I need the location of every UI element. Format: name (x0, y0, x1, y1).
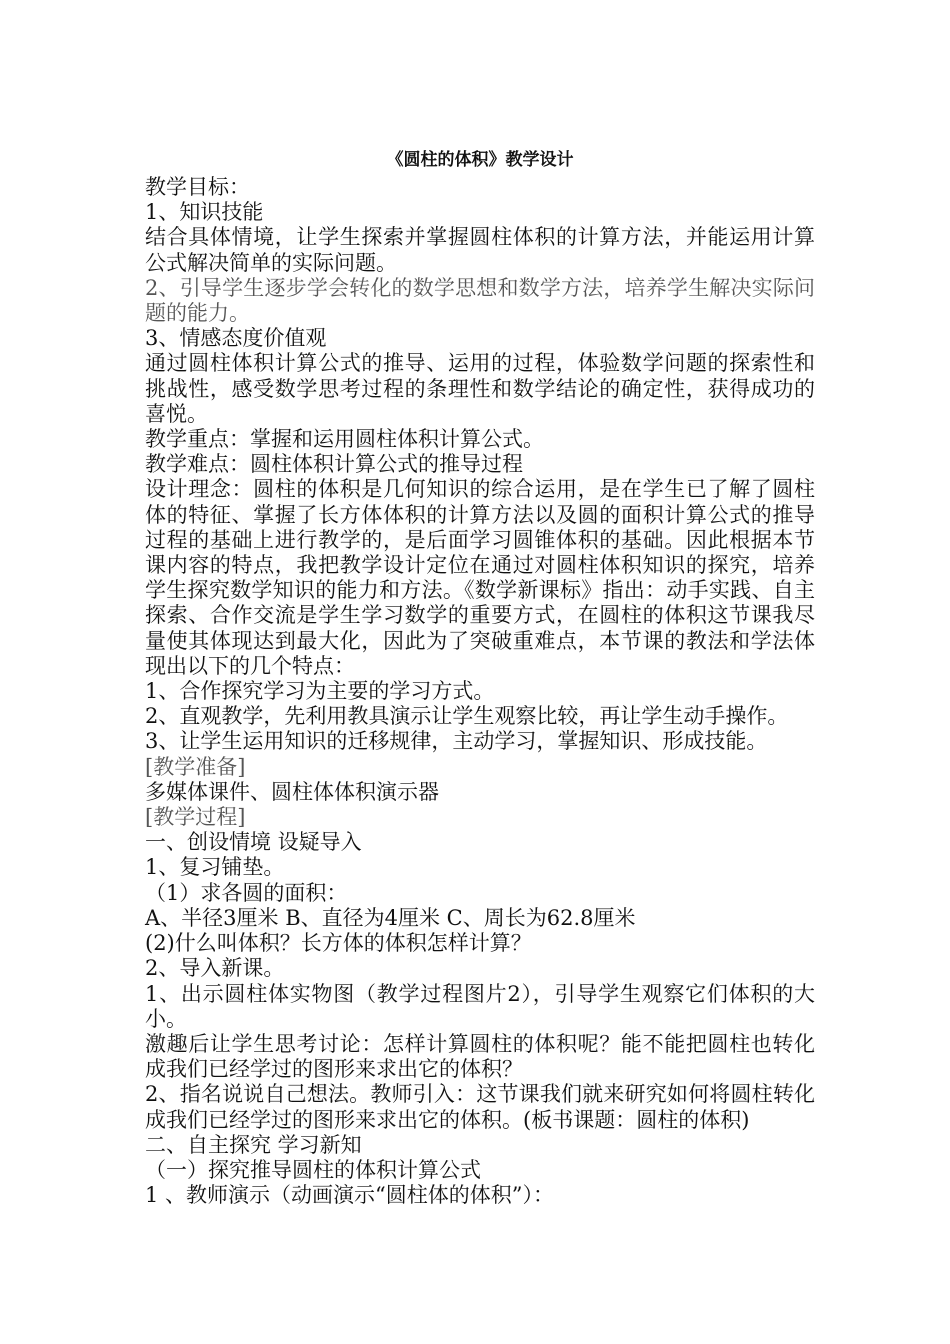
paragraph: 1、合作探究学习为主要的学习方式。 (145, 679, 495, 704)
paragraph: 1、知识技能 (145, 200, 264, 225)
paragraph: 3、情感态度价值观 (145, 326, 327, 351)
paragraph: 1、复习铺垫。 (145, 855, 285, 880)
paragraph: 多媒体课件、圆柱体体积演示器 (145, 779, 439, 804)
paragraph: 教学重点：掌握和运用圆柱体积计算公式。 (145, 427, 544, 452)
paragraph: [教学过程] (145, 805, 246, 830)
paragraph: 1、出示圆柱体实物图（教学过程图片2），引导学生观察它们体积的大小。 (145, 981, 815, 1031)
paragraph: 通过圆柱体积计算公式的推导、运用的过程，体验数学问题的探索性和挑战性，感受数学思考过程的条理性和数学结论的确定性，获得成功的喜悦。 (145, 351, 815, 426)
paragraph: 教学目标： (145, 175, 250, 199)
paragraph: 一、创设情境 设疑导入 (145, 830, 362, 855)
paragraph: 激趣后让学生思考讨论：怎样计算圆柱的体积呢？能不能把圆柱也转化成我们已经学过的图形来求出它的体积？ (145, 1031, 815, 1082)
paragraph: 结合具体情境，让学生探索并掌握圆柱体积的计算方法，并能运用计算公式解决简单的实际问题。 (145, 225, 815, 275)
paragraph: 2、直观教学，先利用教具演示让学生观察比较，再让学生动手操作。 (145, 704, 789, 729)
paragraph: A、半径3厘米 B、直径为4厘米 C、周长为62.8厘米 (145, 905, 636, 930)
paragraph: 教学难点：圆柱体积计算公式的推导过程 (145, 452, 523, 477)
paragraph: [教学准备] (145, 754, 246, 779)
document-title: 《圆柱的体积》教学设计 (386, 150, 574, 170)
paragraph: 设计理念：圆柱的体积是几何知识的综合运用，是在学生已了解了圆柱体的特征、掌握了长方体体积的计算方法以及圆的面积计算公式的推导过程的基础上进行教学的，是后面学习圆锥体积的基础。因此根据本节课内容的特点，我把教学设计定位在通过对圆柱体积知识的探究，培养学生探究数学知识的能力和方法。《数学新课标》指出：动手实践、自主探索、合作交流是学生学习数学的重要方式，在圆柱的体积这节课我尽量使其体现达到最大化，因此为了突破重难点，本节课的教法和学法体现出以下的几个特点： (145, 477, 815, 678)
paragraph: (2)什么叫体积？长方体的体积怎样计算？ (145, 931, 532, 956)
paragraph: 2、指名说说自己想法。教师引入：这节课我们就来研究如何将圆柱转化成我们已经学过的图形来求出它的体积。(板书课题：圆柱的体积) (145, 1082, 815, 1132)
paragraph: 1 、教师演示（动画演示“圆柱体的体积”）： (145, 1183, 555, 1208)
paragraph: 2、导入新课。 (145, 956, 285, 981)
paragraph: 2、引导学生逐步学会转化的数学思想和数学方法，培养学生解决实际问题的能力。 (145, 275, 815, 326)
paragraph: （1）求各圆的面积： (145, 880, 348, 905)
document-page (145, 145, 815, 1208)
paragraph: （一）探究推导圆柱的体积计算公式 (145, 1157, 481, 1182)
document-body (145, 175, 815, 1208)
paragraph: 二、自主探究 学习新知 (145, 1132, 362, 1157)
paragraph: 3、让学生运用知识的迁移规律，主动学习，掌握知识、形成技能。 (145, 729, 768, 754)
